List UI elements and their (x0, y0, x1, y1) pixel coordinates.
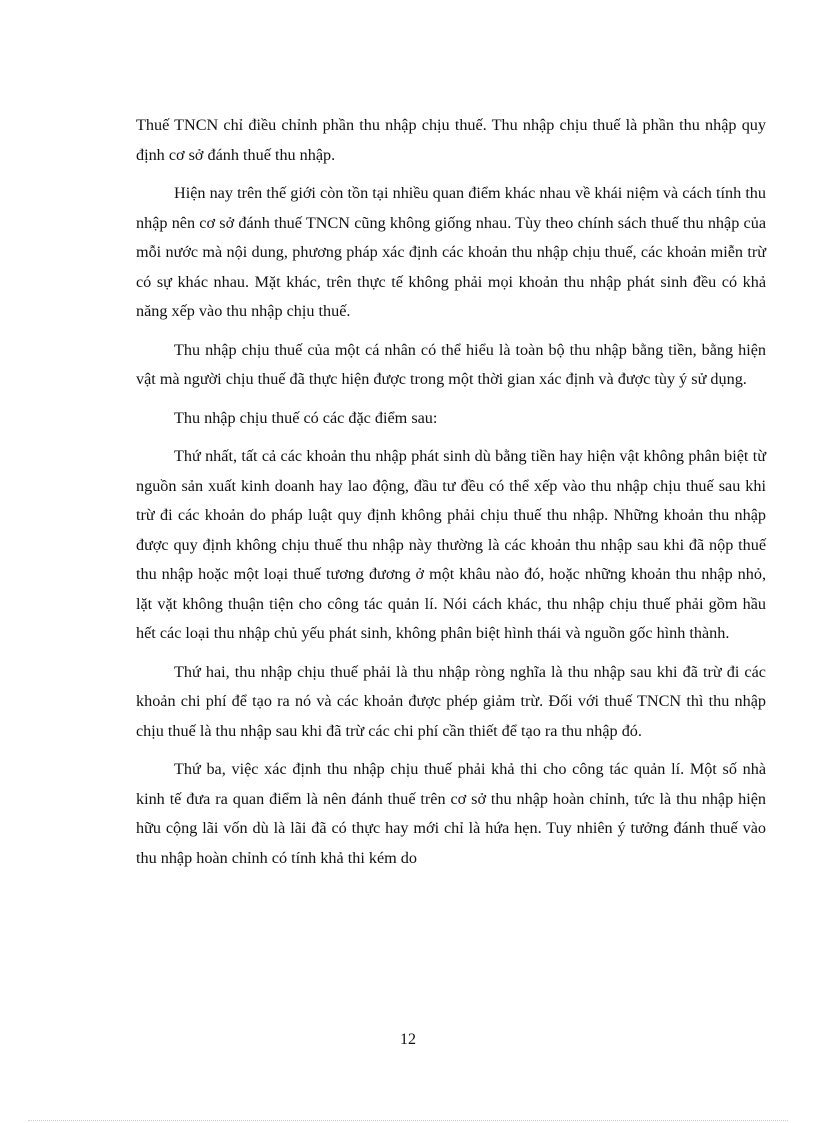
paragraph: Thứ ba, việc xác định thu nhập chịu thuế phải khả thi cho công tác quản lí. Một số nhà kinh tế đưa ra quan điểm là nên đánh thuế trên cơ sở thu nhập hoàn chỉnh, tức là thu nhập hiện hữu cộng lãi vốn dù là lãi đã có thực hay mới chỉ là hứa hẹn. Tuy nhiên ý tưởng đánh thuế vào thu nhập hoàn chỉnh có tính khả thi kém do (136, 760, 766, 867)
paragraph: Thu nhập chịu thuế của một cá nhân có thể hiểu là toàn bộ thu nhập bằng tiền, bằng hiện vật mà người chịu thuế đã thực hiện được trong một thời gian xác định và được tùy ý sử dụng. (136, 340, 766, 388)
footer-divider (28, 1120, 788, 1121)
paragraph: Hiện nay trên thế giới còn tồn tại nhiều quan điểm khác nhau về khái niệm và cách tính thu nhập nên cơ sở đánh thuế TNCN cũng không giống nhau. Tùy theo chính sách thuế thu nhập của mỗi nước mà nội dung, phương pháp xác định các khoản thu nhập chịu thuế, các khoản miễn trừ có sự khác nhau. Mặt khác, trên thực tế không phải mọi khoản thu nhập phát sinh đều có khả năng xếp vào thu nhập chịu thuế. (136, 184, 766, 320)
paragraph: Thuế TNCN chỉ điều chỉnh phần thu nhập chịu thuế. Thu nhập chịu thuế là phần thu nhập quy định cơ sở đánh thuế thu nhập. (136, 116, 766, 164)
page-number: 12 (400, 1031, 416, 1048)
paragraph: Thu nhập chịu thuế có các đặc điểm sau: (174, 408, 438, 427)
body-text (136, 111, 766, 882)
paragraph: Thứ nhất, tất cả các khoản thu nhập phát sinh dù bằng tiền hay hiện vật không phân biệt từ nguồn sản xuất kinh doanh hay lao động, đầu tư đều có thể xếp vào thu nhập chịu thuế sau khi trừ đi các khoản do pháp luật quy định không phải chịu thuế thu nhập. Những khoản thu nhập được quy định không chịu thuế thu nhập này thường là các khoản thu nhập sau khi đã nộp thuế thu nhập hoặc một loại thuế tương đương ở một khâu nào đó, hoặc những khoản thu nhập nhỏ, lặt vặt không thuận tiện cho công tác quản lí. Nói cách khác, thu nhập chịu thuế phải gồm hầu hết các loại thu nhập chủ yếu phát sinh, không phân biệt hình thái và nguồn gốc hình thành. (136, 447, 766, 642)
paragraph: Thứ hai, thu nhập chịu thuế phải là thu nhập ròng nghĩa là thu nhập sau khi đã trừ đi các khoản chi phí để tạo ra nó và các khoản được phép giảm trừ. Đối với thuế TNCN thì thu nhập chịu thuế là thu nhập sau khi đã trừ các chi phí cần thiết để tạo ra thu nhập đó. (136, 662, 766, 740)
